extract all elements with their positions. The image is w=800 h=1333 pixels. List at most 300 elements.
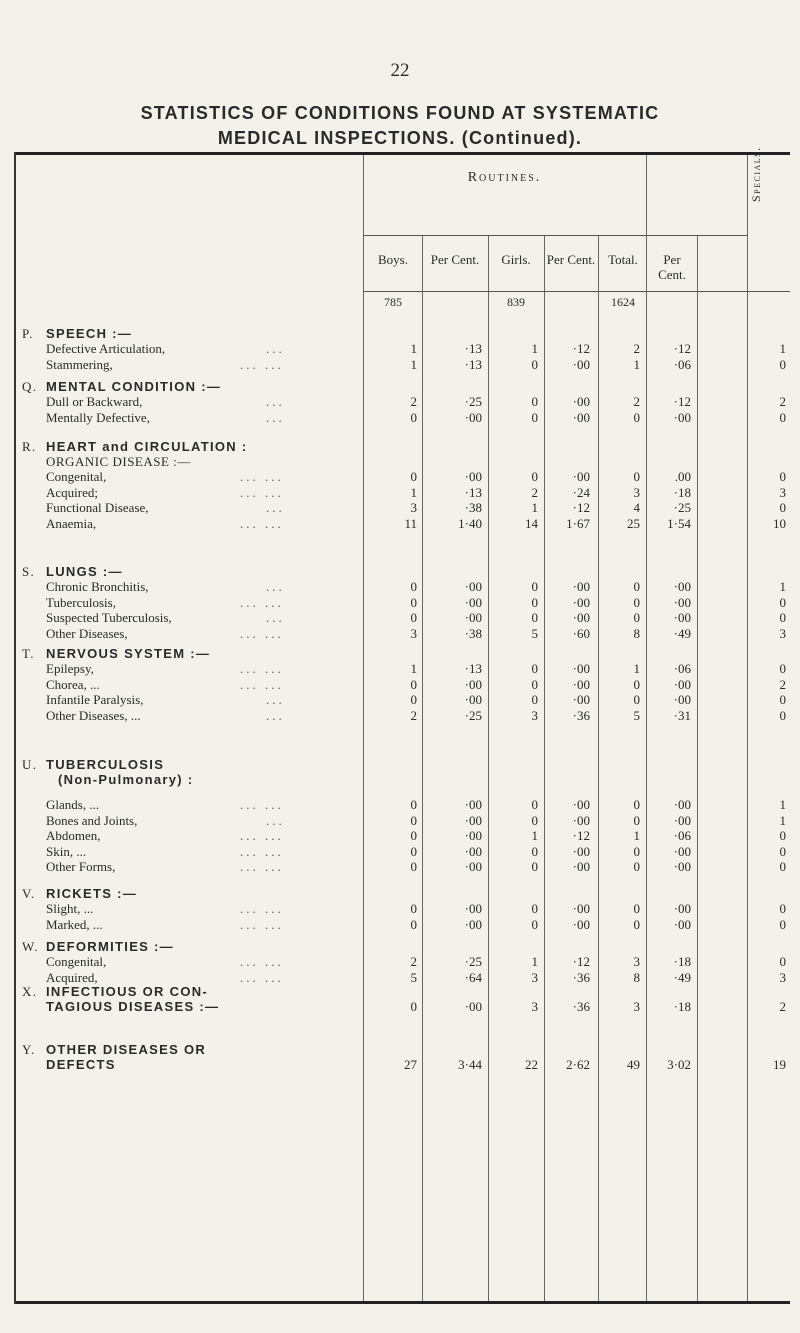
- cell-girls: 1: [531, 341, 538, 356]
- table-row: [14, 394, 790, 410]
- cell-girls-percent: 2·62: [566, 1057, 590, 1072]
- cell-boys-percent: ·38: [464, 625, 482, 641]
- cell-boys-percent: ·13: [464, 356, 482, 372]
- section-letter: X.: [22, 984, 38, 999]
- cell-boys: 1: [410, 661, 417, 676]
- cell-boys-percent: 3·44: [458, 1057, 482, 1072]
- row-leader-dots: ... ...: [240, 843, 284, 859]
- table-row: [14, 469, 790, 485]
- cell-girls-percent: ·00: [572, 859, 590, 874]
- table-row: [14, 357, 790, 373]
- cell-girls-percent: ·24: [572, 484, 590, 500]
- section-heading: [22, 646, 210, 661]
- cell-specials: 1: [779, 797, 786, 812]
- section-heading: [22, 939, 174, 954]
- cell-boys-percent: ·00: [464, 999, 482, 1014]
- row-leader-dots: ...: [266, 341, 285, 356]
- cell-boys-percent: ·00: [464, 916, 482, 932]
- table-row: [14, 626, 790, 642]
- cell-total-percent: ·49: [673, 969, 691, 985]
- row-label: Bones and Joints,: [46, 812, 138, 828]
- cell-girls-percent: ·00: [572, 843, 590, 859]
- row-leader-dots: ...: [266, 500, 285, 515]
- cell-boys: 2: [410, 707, 417, 723]
- table-row: [14, 579, 790, 595]
- cell-boys: 0: [410, 409, 417, 425]
- cell-specials: 19: [773, 1057, 786, 1072]
- cell-boys: 1: [410, 484, 417, 500]
- cell-total-percent: ·06: [673, 828, 691, 843]
- row-label: Skin, ...: [46, 843, 87, 859]
- specials-header: Specials.: [749, 146, 763, 202]
- cell-boys-percent: ·25: [464, 954, 482, 969]
- cell-girls: 0: [531, 916, 538, 932]
- section-title: LUNGS :—: [46, 564, 123, 579]
- cell-boys-percent: ·25: [464, 707, 482, 723]
- row-label: Glands, ...: [46, 797, 100, 812]
- cell-total: 0: [633, 843, 640, 859]
- row-leader-dots: ... ...: [240, 969, 284, 985]
- cell-total-percent: ·00: [673, 859, 691, 874]
- cell-girls: 0: [531, 812, 538, 828]
- total-girls: 839: [507, 295, 525, 309]
- cell-boys-percent: ·00: [464, 594, 482, 610]
- page-number: 22: [390, 60, 410, 81]
- cell-total: 0: [633, 469, 640, 484]
- cell-total-percent: ·18: [673, 999, 691, 1014]
- row-leader-dots: ... ...: [240, 859, 284, 874]
- table-row: [14, 341, 790, 357]
- column-divider: [646, 155, 647, 1301]
- table-row: [14, 917, 790, 933]
- row-leader-dots: ...: [266, 707, 285, 723]
- title-line-2: MEDICAL INSPECTIONS. (Continued).: [217, 128, 583, 148]
- cell-specials: 0: [779, 661, 786, 676]
- cell-girls: 0: [531, 661, 538, 676]
- cell-boys: 0: [410, 797, 417, 812]
- section-title: NERVOUS SYSTEM :—: [46, 646, 211, 661]
- cell-specials: 3: [779, 484, 786, 500]
- table-row: [14, 500, 790, 516]
- cell-girls: 0: [531, 356, 538, 372]
- row-label: Stammering,: [46, 356, 113, 372]
- table-row: [14, 828, 790, 844]
- cell-girls: 1: [531, 954, 538, 969]
- cell-specials: 0: [779, 610, 786, 625]
- cell-total: 49: [627, 1057, 640, 1072]
- row-label: Chronic Bronchitis,: [46, 579, 149, 594]
- row-leader-dots: ... ...: [240, 625, 284, 641]
- cell-girls: 0: [531, 610, 538, 625]
- cell-boys-percent: ·00: [464, 797, 482, 812]
- section-heading: [22, 757, 193, 787]
- cell-total-percent: ·00: [673, 692, 691, 707]
- row-label: Acquired,: [46, 969, 98, 985]
- header-rule: [363, 235, 747, 236]
- cell-girls: 2: [531, 484, 538, 500]
- row-leader-dots: ...: [266, 812, 285, 828]
- cell-boys-percent: ·00: [464, 469, 482, 484]
- row-label: Slight, ...: [46, 901, 94, 916]
- section-letter: T.: [22, 646, 35, 661]
- cell-total-percent: ·18: [673, 954, 691, 969]
- section-letter: P.: [22, 326, 34, 341]
- cell-boys: 0: [410, 469, 417, 484]
- cell-total-percent: ·00: [673, 843, 691, 859]
- table-row: [14, 661, 790, 677]
- table-row: [14, 813, 790, 829]
- cell-boys-percent: ·25: [464, 394, 482, 409]
- cell-boys: 11: [404, 515, 417, 531]
- section-letter: R.: [22, 439, 37, 454]
- row-leader-dots: ...: [266, 579, 285, 594]
- cell-girls-percent: ·00: [572, 579, 590, 594]
- cell-specials: 0: [779, 916, 786, 932]
- table-bottom-rule: [14, 1301, 790, 1304]
- cell-boys-percent: ·00: [464, 579, 482, 594]
- cell-boys: 0: [410, 610, 417, 625]
- row-leader-dots: ... ...: [240, 901, 284, 916]
- cell-girls-percent: ·00: [572, 797, 590, 812]
- cell-total-percent: ·00: [673, 610, 691, 625]
- cell-total: 3: [633, 999, 640, 1014]
- row-label: Dull or Backward,: [46, 394, 143, 409]
- cell-specials: 0: [779, 901, 786, 916]
- row-label: Epilepsy,: [46, 661, 94, 676]
- table-row: [14, 610, 790, 626]
- cell-girls-percent: 1·67: [566, 515, 590, 531]
- table-row: [14, 692, 790, 708]
- cell-boys: 0: [410, 594, 417, 610]
- row-label: Anaemia,: [46, 515, 97, 531]
- table-row: [14, 859, 790, 875]
- header-rule: [363, 291, 790, 292]
- cell-boys-percent: ·00: [464, 692, 482, 707]
- cell-total: 25: [627, 515, 640, 531]
- cell-specials: 0: [779, 692, 786, 707]
- total-boys: 785: [384, 295, 402, 309]
- row-leader-dots: ...: [266, 610, 285, 625]
- cell-specials: 0: [779, 409, 786, 425]
- section-heading: [22, 326, 132, 341]
- cell-total-percent: ·06: [673, 661, 691, 676]
- cell-total-percent: ·00: [673, 797, 691, 812]
- total-all: 1624: [611, 295, 635, 309]
- cell-boys: 0: [410, 916, 417, 932]
- cell-boys: 0: [410, 812, 417, 828]
- col-header-boys-percent: Per Cent.: [430, 252, 480, 267]
- row-label: Tuberculosis,: [46, 594, 116, 610]
- row-leader-dots: ... ...: [240, 676, 284, 692]
- cell-girls: 5: [531, 625, 538, 641]
- cell-total-percent: ·00: [673, 409, 691, 425]
- table-row: [14, 999, 790, 1015]
- cell-total-percent: .00: [674, 469, 691, 484]
- cell-girls-percent: ·00: [572, 676, 590, 692]
- cell-girls-percent: ·00: [572, 594, 590, 610]
- cell-total: 0: [633, 676, 640, 692]
- cell-total: 0: [633, 859, 640, 874]
- section-letter: V.: [22, 886, 36, 901]
- cell-boys: 0: [410, 692, 417, 707]
- cell-boys-percent: ·00: [464, 828, 482, 843]
- cell-total: 0: [633, 610, 640, 625]
- cell-girls: 14: [525, 515, 538, 531]
- cell-girls: 0: [531, 692, 538, 707]
- row-label: Abdomen,: [46, 828, 101, 843]
- section-title: RICKETS :—: [46, 886, 137, 901]
- cell-boys: 27: [404, 1057, 417, 1072]
- cell-boys-percent: ·00: [464, 676, 482, 692]
- cell-girls: 0: [531, 594, 538, 610]
- cell-girls-percent: ·12: [572, 500, 590, 515]
- cell-total-percent: ·00: [673, 676, 691, 692]
- row-label: Congenital,: [46, 954, 107, 969]
- cell-girls: 1: [531, 828, 538, 843]
- cell-girls: 0: [531, 469, 538, 484]
- cell-girls: 0: [531, 859, 538, 874]
- cell-boys-percent: 1·40: [458, 515, 482, 531]
- row-label: Other Forms,: [46, 859, 116, 874]
- table-row: [14, 708, 790, 724]
- cell-total-percent: ·00: [673, 901, 691, 916]
- cell-total: 8: [633, 625, 640, 641]
- cell-total-percent: ·31: [673, 707, 691, 723]
- statistics-table: [14, 146, 790, 1310]
- cell-boys-percent: ·13: [464, 341, 482, 356]
- section-title: TUBERCULOSIS: [46, 757, 165, 772]
- cell-boys-percent: ·00: [464, 409, 482, 425]
- row-leader-dots: ... ...: [240, 515, 284, 531]
- section-title: DEFORMITIES :—: [46, 939, 174, 954]
- cell-total-percent: ·12: [673, 394, 691, 409]
- row-leader-dots: ... ...: [240, 916, 284, 932]
- section-letter: S.: [22, 564, 36, 579]
- cell-boys-percent: ·38: [464, 500, 482, 515]
- cell-specials: 0: [779, 954, 786, 969]
- row-label: Functional Disease,: [46, 500, 149, 515]
- row-label: Suspected Tuberculosis,: [46, 610, 172, 625]
- table-row: [14, 677, 790, 693]
- cell-boys-percent: ·64: [464, 969, 482, 985]
- cell-boys: 0: [410, 843, 417, 859]
- cell-girls-percent: ·00: [572, 356, 590, 372]
- cell-girls: 22: [525, 1057, 538, 1072]
- table-row: [14, 797, 790, 813]
- section-subtitle: ORGANIC DISEASE :—: [46, 454, 191, 469]
- row-leader-dots: ... ...: [240, 954, 284, 969]
- cell-girls: 0: [531, 676, 538, 692]
- column-divider: [747, 155, 748, 1301]
- row-label: Other Diseases, ...: [46, 707, 141, 723]
- cell-girls-percent: ·00: [572, 661, 590, 676]
- table-top-rule: [14, 152, 790, 155]
- cell-boys: 0: [410, 579, 417, 594]
- cell-boys-percent: ·00: [464, 859, 482, 874]
- cell-total: 4: [633, 500, 640, 515]
- cell-boys-percent: ·00: [464, 901, 482, 916]
- cell-total: 0: [633, 594, 640, 610]
- cell-specials: 1: [779, 341, 786, 356]
- col-header-total-percent: Per Cent.: [658, 252, 686, 282]
- cell-girls: 0: [531, 797, 538, 812]
- cell-specials: 0: [779, 500, 786, 515]
- table-row: [14, 1057, 790, 1073]
- cell-specials: 0: [779, 828, 786, 843]
- title-line-1: STATISTICS OF CONDITIONS FOUND AT SYSTEMATIC: [140, 103, 660, 123]
- column-divider: [363, 155, 364, 1301]
- cell-total: 0: [633, 797, 640, 812]
- table-row: [14, 844, 790, 860]
- cell-boys-percent: ·13: [464, 484, 482, 500]
- cell-girls-percent: ·60: [572, 625, 590, 641]
- row-leader-dots: ...: [266, 692, 285, 707]
- cell-girls: 0: [531, 579, 538, 594]
- cell-girls-percent: ·12: [572, 828, 590, 843]
- cell-boys-percent: ·00: [464, 812, 482, 828]
- cell-total: 1: [633, 356, 640, 372]
- cell-boys: 3: [410, 625, 417, 641]
- cell-boys: 0: [410, 901, 417, 916]
- section-heading: [22, 439, 248, 469]
- cell-specials: 0: [779, 356, 786, 372]
- cell-total-percent: ·12: [673, 341, 691, 356]
- section-title-continued: TAGIOUS DISEASES :—: [46, 999, 220, 1014]
- cell-girls-percent: ·36: [572, 999, 590, 1014]
- cell-total-percent: ·00: [673, 579, 691, 594]
- cell-girls-percent: ·00: [572, 469, 590, 484]
- section-title: OTHER DISEASES OR: [46, 1042, 207, 1057]
- cell-girls-percent: ·00: [572, 692, 590, 707]
- col-header-total: Total.: [608, 252, 638, 267]
- section-title: MENTAL CONDITION :—: [46, 379, 222, 394]
- cell-boys: 1: [410, 356, 417, 372]
- cell-total-percent: ·49: [673, 625, 691, 641]
- cell-girls-percent: ·00: [572, 409, 590, 425]
- row-leader-dots: ...: [266, 409, 285, 425]
- cell-girls-percent: ·00: [572, 901, 590, 916]
- section-letter: W.: [22, 939, 39, 954]
- col-header-boys: Boys.: [378, 252, 408, 267]
- cell-boys: 0: [410, 828, 417, 843]
- cell-girls: 3: [531, 999, 538, 1014]
- cell-boys-percent: ·13: [464, 661, 482, 676]
- section-letter: U.: [22, 757, 38, 772]
- cell-girls: 0: [531, 843, 538, 859]
- cell-specials: 1: [779, 812, 786, 828]
- cell-girls: 0: [531, 409, 538, 425]
- row-leader-dots: ... ...: [240, 797, 284, 812]
- cell-specials: 0: [779, 843, 786, 859]
- table-row: [14, 595, 790, 611]
- cell-girls-percent: ·12: [572, 341, 590, 356]
- row-label: Mentally Defective,: [46, 409, 150, 425]
- cell-specials: 10: [773, 515, 786, 531]
- cell-total: 0: [633, 409, 640, 425]
- cell-girls: 1: [531, 500, 538, 515]
- col-header-girls: Girls.: [501, 252, 531, 267]
- section-letter: Q.: [22, 379, 38, 394]
- row-leader-dots: ...: [266, 394, 285, 409]
- cell-boys: 2: [410, 394, 417, 409]
- cell-boys: 0: [410, 676, 417, 692]
- cell-total: 1: [633, 828, 640, 843]
- cell-girls-percent: ·00: [572, 394, 590, 409]
- section-title: SPEECH :—: [46, 326, 133, 341]
- table-row: [14, 901, 790, 917]
- cell-specials: 0: [779, 707, 786, 723]
- cell-total: 0: [633, 812, 640, 828]
- cell-total: 0: [633, 901, 640, 916]
- cell-girls: 0: [531, 901, 538, 916]
- row-label: Chorea, ...: [46, 676, 100, 692]
- cell-girls-percent: ·12: [572, 954, 590, 969]
- cell-total-percent: ·25: [673, 500, 691, 515]
- row-label: Marked, ...: [46, 916, 103, 932]
- section-title: INFECTIOUS OR CON-: [46, 984, 209, 999]
- cell-total-percent: ·00: [673, 916, 691, 932]
- cell-specials: 0: [779, 469, 786, 484]
- section-heading: [22, 564, 123, 579]
- cell-specials: 3: [779, 969, 786, 985]
- cell-total: 0: [633, 692, 640, 707]
- cell-specials: 2: [779, 394, 786, 409]
- cell-total: 2: [633, 394, 640, 409]
- cell-total: 3: [633, 954, 640, 969]
- row-leader-dots: ... ...: [240, 469, 284, 484]
- cell-total-percent: ·00: [673, 594, 691, 610]
- cell-boys: 5: [410, 969, 417, 985]
- section-title-continued: DEFECTS: [46, 1057, 116, 1072]
- cell-boys: 0: [410, 859, 417, 874]
- row-leader-dots: ... ...: [240, 484, 284, 500]
- page-title: [0, 101, 800, 151]
- cell-boys: 2: [410, 954, 417, 969]
- row-label: Other Diseases,: [46, 625, 128, 641]
- cell-girls-percent: ·00: [572, 610, 590, 625]
- cell-girls: 3: [531, 969, 538, 985]
- cell-boys: 0: [410, 999, 417, 1014]
- row-label: Congenital,: [46, 469, 107, 484]
- cell-total: 0: [633, 916, 640, 932]
- cell-girls: 0: [531, 394, 538, 409]
- table-row: [14, 954, 790, 970]
- cell-specials: 0: [779, 594, 786, 610]
- row-leader-dots: ... ...: [240, 594, 284, 610]
- table-row: [14, 410, 790, 426]
- row-label: Defective Articulation,: [46, 341, 166, 356]
- cell-total: 2: [633, 341, 640, 356]
- cell-specials: 2: [779, 676, 786, 692]
- cell-total-percent: 1·54: [667, 515, 691, 531]
- row-label: Infantile Paralysis,: [46, 692, 144, 707]
- cell-total: 1: [633, 661, 640, 676]
- cell-girls-percent: ·00: [572, 916, 590, 932]
- section-letter: Y.: [22, 1042, 36, 1057]
- cell-total: 3: [633, 484, 640, 500]
- row-label: Acquired;: [46, 484, 98, 500]
- section-heading: [22, 379, 221, 394]
- cell-boys: 3: [410, 500, 417, 515]
- table-row: [14, 485, 790, 501]
- cell-total: 8: [633, 969, 640, 985]
- cell-total: 0: [633, 579, 640, 594]
- cell-boys-percent: ·00: [464, 610, 482, 625]
- section-heading: [22, 886, 137, 901]
- section-title: HEART and CIRCULATION :: [46, 439, 248, 454]
- table-left-rule: [14, 152, 16, 1304]
- cell-specials: 2: [779, 999, 786, 1014]
